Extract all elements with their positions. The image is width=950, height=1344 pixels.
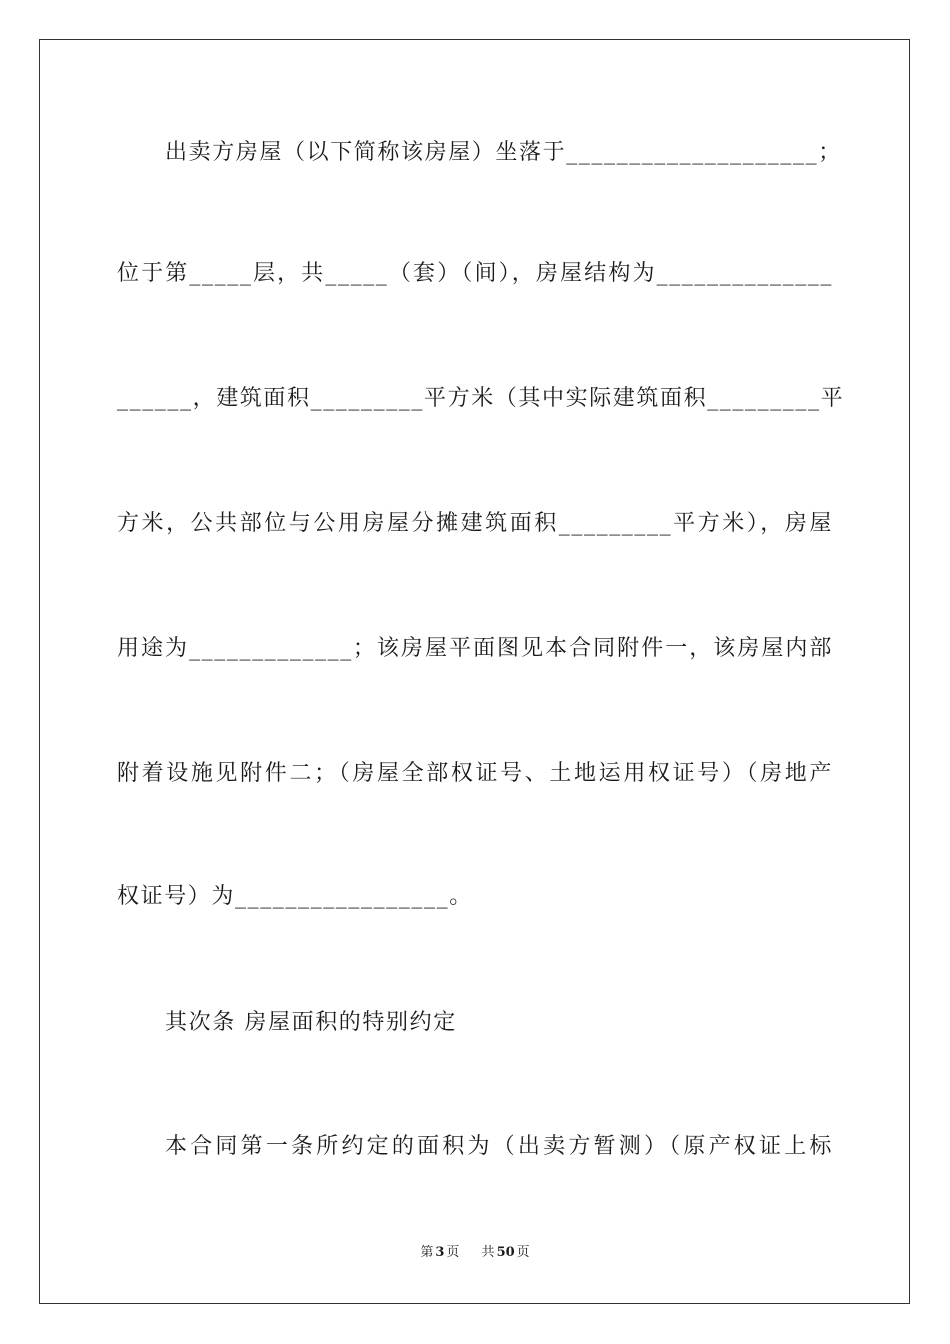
text-line-2: 位于第_____层，共_____（套）（间），房屋结构为______________ — [117, 261, 833, 286]
page-border — [39, 39, 910, 1304]
total-pages: 50 — [496, 1245, 515, 1260]
text-line-6: 附着设施见附件二；（房屋全部权证号、土地运用权证号）（房地产 — [117, 761, 833, 786]
page-footer — [0, 1244, 950, 1262]
text-line-4: 方米，公共部位与公用房屋分摊建筑面积_________平方米），房屋 — [117, 511, 833, 536]
text-line-3: ______，建筑面积_________平方米（其中实际建筑面积_________平 — [117, 386, 845, 411]
text-line-9: 本合同第一条所约定的面积为（出卖方暂测）（原产权证上标 — [165, 1134, 833, 1159]
text-line-1: 出卖方房屋（以下简称该房屋）坐落于____________________； — [165, 140, 842, 165]
total-pages-indicator: 共 50 页 — [481, 1245, 530, 1260]
page-indicator: 第 3 页 — [420, 1245, 460, 1260]
section-heading: 其次条 房屋面积的特别约定 — [165, 1010, 457, 1035]
page-number: 3 — [435, 1245, 445, 1260]
text-line-7: 权证号）为_________________。 — [117, 884, 473, 909]
text-line-5: 用途为_____________；该房屋平面图见本合同附件一，该房屋内部 — [117, 636, 833, 661]
